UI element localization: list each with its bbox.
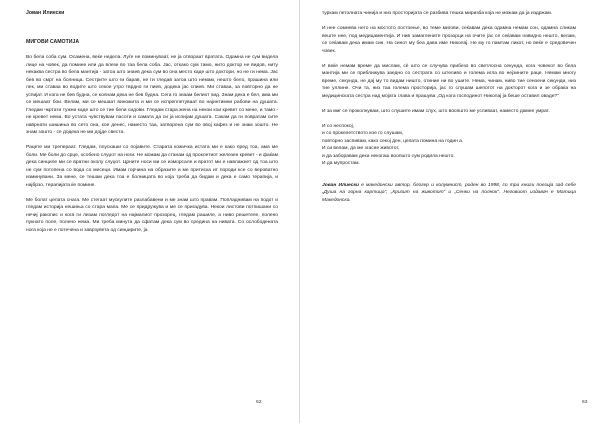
bio-text: е македонски автор, блогер и колумнист, роден во 1998, со три книги поезија зад себе „Душа на горна картица“, „Кризит на животот“ и „Сенки на полнок“. Неговиот издавач е Матица Македонска. <box>322 182 576 203</box>
right-page <box>300 0 600 423</box>
paragraph: И веќе немам време да мислам, сè што се случува прибезо во светлосна секунда, кога човекот во бела мантија ми се приближува заедно со сестрата со штеливо и голема игла во нејзините раце. Немам многу време, секунда, не дај му то видам ништо, отиние ни во ушите. Нема, чинам, ниво тие сеноени секунди, низ тие уллине. Очи та, низ таа голема просторија, јас го слушам шепотот на докторот кога и зе обраќа на медицинската сестра над мојата глава и прашува „Од кога господинот Николај ја беше оставил оваде?“ <box>322 63 576 99</box>
paragraph: Рацете ми трепераат. Гледам, плускаши со појавите. Старата кожичка истата ми е како пред тоа, ама ме боли. Ме боли до срце, особено слуџот на ноги. Не можам да станам од проклетиот железен кревет - и фаќам дека синциле ми се вратни околу слуџот. Црните носи ми се изморсале и вратот ми е навлажнет од тоа што не сум потопена со вода со месеци. Имам горчина на образите и ме притиска ит породи ксе со вероватно изминувани. За мене, се тешам дека тоа е болницата во која треба да бидам и дека е само терапија, и најбрзо, терапијата ќе помине. <box>26 145 278 188</box>
poem-line: и со прокелетството кое го слушам, <box>322 131 404 136</box>
poem-line: И си велам, да ме згасне животот, <box>322 146 400 151</box>
paragraph: Во бела соба сум. Осамена, веќе недела. Луѓе не поминуваат, не ја отвораат вратата. Одамна не сум видела лице на човек, да помине или да влезе во таа бела соба. Јас, откако сум тамо, нито доктор не видов, ниту некаква сестра во бела мантија - затоа што знаев дека сум во она место каде што доктори, но не ги нема. Јас бев во смрт на болница. Сестрите што ги барав, не ги гледав затоа што немам, нешто бело, прашина или лек, ми ставаа во водите што секое утро тврдно ги пиев, додека јас спиев. Ми ставаа, за повторно да не успијат. И кога не бев будна, се колнам дека не бев будна. Сега го знаам белиот ѕид. Знам дека е бел, ама ми се мешаат бои. Велам, ми се мешаат виножита и ми се испреплетуваат во најинтимни рабови на душата. Гледам чкртати тужни каде што се тие бели сидови. Гледам стара жена на некои кои кревет со мене, и тамо - не кревет нема. Во устата чувствувам пасоти и самата да си ја испијам душата. Сакам да ги повратам сите наврнати шишиња во сето она, кое денес, наместо таа, затворена сум во овој кафез и не знам зошто. Не знам зошто - се додека не ми дојде свеста. <box>26 55 278 135</box>
left-page-content <box>26 10 278 242</box>
author-bio <box>322 182 576 205</box>
paragraph: И за миг се проколнувам, што слушите имам слух, што воопшто ме усливаат, наместо дамне умрат. <box>322 108 550 114</box>
poem-block <box>322 123 576 168</box>
paragraph: туркам петолната чинија и низ просторијата се разбива тешка миризба која не можам да ја издржам. <box>322 11 553 16</box>
right-page-content <box>322 10 576 209</box>
page-number: 62 <box>256 400 262 405</box>
story-title: МИГОВИ САМОТИЈА <box>26 39 80 45</box>
poem-line: повторно заспивам, како секој ден, целата помина на годин а. <box>322 138 464 144</box>
bio-author-name: Јован Илиески <box>322 182 359 188</box>
poem-line: и да заборавам дека некогаш воопшто сум родила нешто. <box>322 153 455 159</box>
page-number: 63 <box>582 400 588 405</box>
author-name: Јован Илиески <box>26 10 65 16</box>
poem-line: И да мупростам. <box>322 161 360 166</box>
poem-line: И со неспокој, <box>322 123 355 129</box>
paragraph: Ме болат целата снага. Ме стегаат мускулите разлабавени и ме знам што правам. Попладнивам на подот и гледам историја нешиња со стара мапа. Ме се придружува и ме се пригадува. Некои листови потпишани со нечиј ракопис и кога ги лизам погледот на најмалиот прозорец, гледам рашиле, а ниво решетеле, полено пукнато поле, полено нема. Ми треба минута да сфатам дека сум во средина на нивата. Со ослободената нога која не е потечена и заврзувета од синџирите, ја <box>26 197 278 233</box>
paragraph: И нее сомнева нето на мостото постоење, во теме мигови, сеќавам дека одамна немам сон, одамна сликам веште нее, под медицаментија. И нив замаглените прозорци на очите јас се сеќавам навидно нешто, велам, се сеќавам дека имам син. На синот му беа дава име Николај. Не му го памтам ликот, но веќе е средовечен човек. <box>322 26 576 54</box>
